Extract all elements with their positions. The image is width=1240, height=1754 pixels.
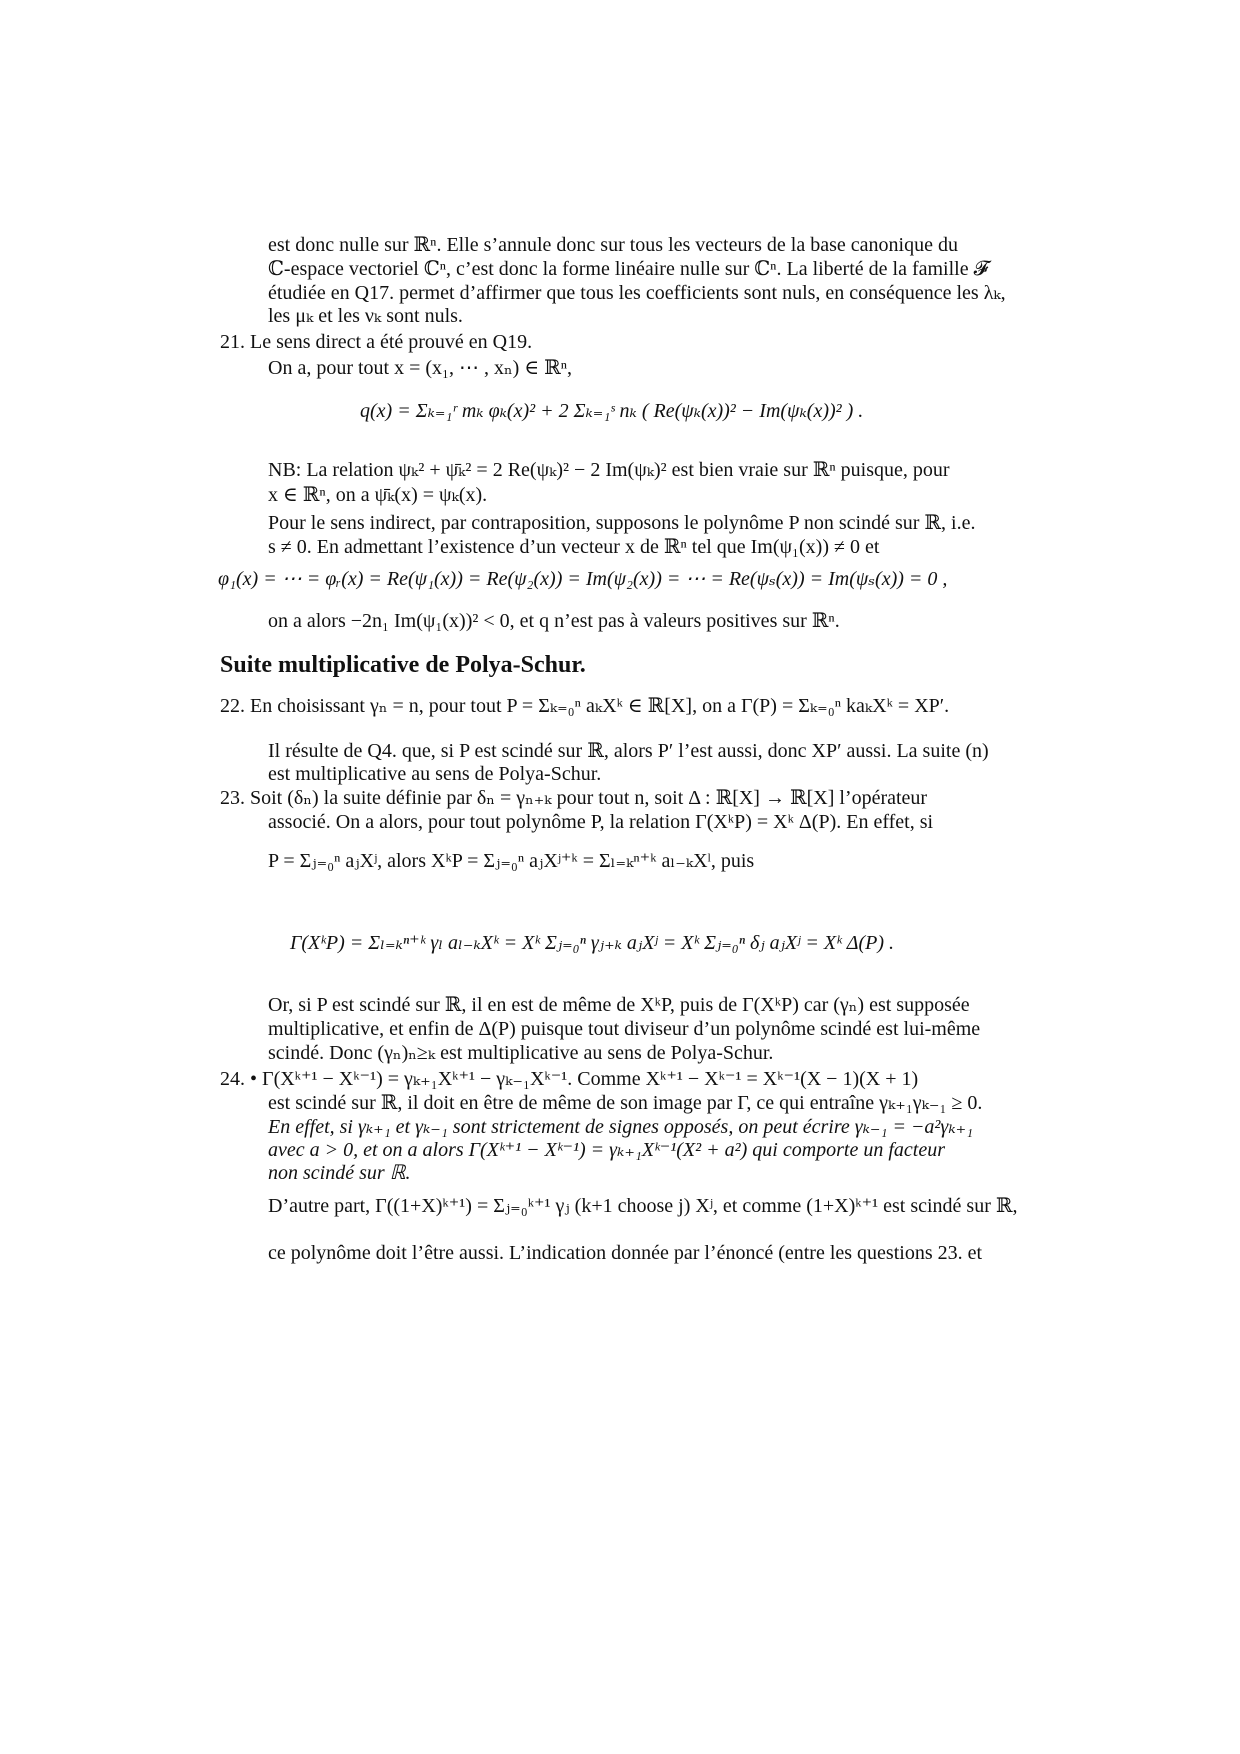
text-line: s ≠ 0. En admettant l’existence d’un vecteur x de ℝⁿ tel que Im(ψ₁(x)) ≠ 0 et (268, 536, 880, 558)
equation-gamma: Γ(XᵏP) = Σₗ₌ₖⁿ⁺ᵏ γₗ aₗ₋ₖXᵏ = Xᵏ Σⱼ₌₀ⁿ γⱼ₊ₖ aⱼXʲ = Xᵏ Σⱼ₌₀ⁿ δⱼ aⱼXʲ = Xᵏ Δ(P) . (290, 932, 895, 954)
nb-note: NB: La relation ψₖ² + ψ̄ₖ² = 2 Re(ψₖ)² − 2 Im(ψₖ)² est bien vraie sur ℝⁿ puisque, pour (268, 459, 950, 481)
text-line: est donc nulle sur ℝⁿ. Elle s’annule donc sur tous les vecteurs de la base canonique du (268, 234, 958, 256)
text-line: non scindé sur ℝ. (268, 1162, 411, 1184)
question-22: 22. En choisissant γₙ = n, pour tout P = Σₖ₌₀ⁿ aₖXᵏ ∈ ℝ[X], on a Γ(P) = Σₖ₌₀ⁿ kaₖXᵏ = XP′. (220, 695, 950, 717)
equation-zeros: φ₁(x) = ⋯ = φᵣ(x) = Re(ψ₁(x)) = Re(ψ₂(x)) = Im(ψ₂(x)) = ⋯ = Re(ψₛ(x)) = Im(ψₛ(x)) = 0 , (218, 568, 948, 590)
question-21: 21. Le sens direct a été prouvé en Q19. (220, 331, 533, 353)
text-line: En effet, si γₖ₊₁ et γₖ₋₁ sont strictement de signes opposés, on peut écrire γₖ₋₁ = −a²γₖ₊₁ (268, 1116, 974, 1138)
text-line: les μₖ et les νₖ sont nuls. (268, 305, 463, 327)
text-line: ℂ-espace vectoriel ℂⁿ, c’est donc la forme linéaire nulle sur ℂⁿ. La liberté de la famille 𝓕 (268, 258, 989, 280)
text-line: x ∈ ℝⁿ, on a ψ̄ₖ(x) = ψₖ(x). (268, 484, 488, 506)
text-line: est scindé sur ℝ, il doit en être de même de son image par Γ, ce qui entraîne γₖ₊₁γₖ₋₁ ≥ 0. (268, 1092, 983, 1114)
text-line: D’autre part, Γ((1+X)ᵏ⁺¹) = Σⱼ₌₀ᵏ⁺¹ γⱼ (k+1 choose j) Xʲ, et comme (1+X)ᵏ⁺¹ est scindé sur ℝ, (268, 1195, 1018, 1217)
text-line: on a alors −2n₁ Im(ψ₁(x))² < 0, et q n’est pas à valeurs positives sur ℝⁿ. (268, 610, 840, 632)
text-line: Or, si P est scindé sur ℝ, il en est de même de XᵏP, puis de Γ(XᵏP) car (γₙ) est supposée (268, 994, 970, 1016)
text-line: est multiplicative au sens de Polya-Schur. (268, 763, 602, 785)
question-24: 24. • Γ(Xᵏ⁺¹ − Xᵏ⁻¹) = γₖ₊₁Xᵏ⁺¹ − γₖ₋₁Xᵏ⁻¹. Comme Xᵏ⁺¹ − Xᵏ⁻¹ = Xᵏ⁻¹(X − 1)(X + 1) (220, 1068, 919, 1090)
text-line: ce polynôme doit l’être aussi. L’indication donnée par l’énoncé (entre les questions 23. et (268, 1242, 983, 1264)
text-line: avec a > 0, et on a alors Γ(Xᵏ⁺¹ − Xᵏ⁻¹) = γₖ₊₁Xᵏ⁻¹(X² + a²) qui comporte un facteur (268, 1139, 946, 1161)
equation-q: q(x) = Σₖ₌₁ʳ mₖ φₖ(x)² + 2 Σₖ₌₁ˢ nₖ ( Re(ψₖ(x))² − Im(ψₖ(x))² ) . (360, 400, 864, 422)
text-line: multiplicative, et enfin de Δ(P) puisque tout diviseur d’un polynôme scindé est lui-même (268, 1018, 981, 1040)
question-23: 23. Soit (δₙ) la suite définie par δₙ = γₙ₊ₖ pour tout n, soit Δ : ℝ[X] → ℝ[X] l’opérateur (220, 787, 928, 809)
text-line: associé. On a alors, pour tout polynôme P, la relation Γ(XᵏP) = Xᵏ Δ(P). En effet, si (268, 811, 934, 833)
text-line: scindé. Donc (γₙ)ₙ≥ₖ est multiplicative au sens de Polya-Schur. (268, 1042, 774, 1064)
text-line: P = Σⱼ₌₀ⁿ aⱼXʲ, alors XᵏP = Σⱼ₌₀ⁿ aⱼXʲ⁺ᵏ = Σₗ₌ₖⁿ⁺ᵏ aₗ₋ₖXˡ, puis (268, 850, 755, 872)
section-heading: Suite multiplicative de Polya-Schur. (220, 652, 586, 678)
text-line: Il résulte de Q4. que, si P est scindé sur ℝ, alors P′ l’est aussi, donc XP′ aussi. La suite (n) (268, 740, 989, 762)
text-line: Pour le sens indirect, par contraposition, supposons le polynôme P non scindé sur ℝ, i.e. (268, 512, 976, 534)
text-line: On a, pour tout x = (x₁, ⋯ , xₙ) ∈ ℝⁿ, (268, 357, 573, 379)
text-line: étudiée en Q17. permet d’affirmer que tous les coefficients sont nuls, en conséquence les λₖ, (268, 282, 1006, 304)
